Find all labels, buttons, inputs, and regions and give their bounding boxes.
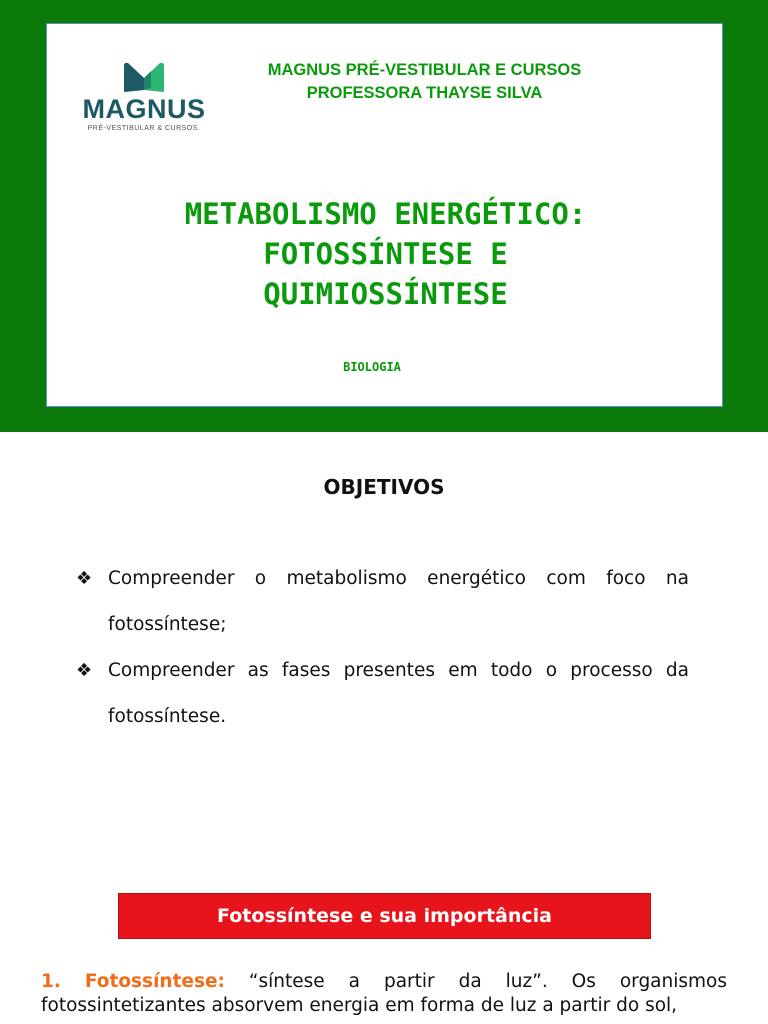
objectives-heading: OBJETIVOS <box>323 475 445 499</box>
title-card <box>46 23 723 407</box>
institution-heading <box>207 59 642 105</box>
teacher-name: PROFESSORA THAYSE SILVA <box>306 84 543 102</box>
header-banner <box>0 0 768 432</box>
magnus-logo <box>69 60 219 150</box>
logo-tagline: PRÉ-VESTIBULAR & CURSOS. <box>87 125 201 132</box>
list-item <box>76 556 689 648</box>
subject-label: BIOLOGIA <box>343 360 401 374</box>
institution-name: MAGNUS PRÉ-VESTIBULAR E CURSOS <box>267 61 582 79</box>
paragraph-text: “síntese a partir da luz”. Os organismos fotossintetizantes absorvem energia em forma de luz a partir do sol, <box>41 971 728 1016</box>
title-line: QUIMIOSSÍNTESE <box>263 277 508 311</box>
list-item <box>76 648 689 740</box>
title-line: METABOLISMO ENERGÉTICO: <box>184 197 587 231</box>
objective-text: Compreender as fases presentes em todo o processo da fotossíntese. <box>108 660 689 727</box>
section-heading: Fotossíntese e sua importância <box>118 893 651 939</box>
page-title <box>77 194 694 314</box>
objective-text: Compreender o metabolismo energético com foco na fotossíntese; <box>108 568 689 635</box>
objectives-list <box>76 556 689 740</box>
diamond-bullet-icon: ❖ <box>76 660 93 681</box>
paragraph-term: Fotossíntese: <box>84 971 225 992</box>
logo-wordmark: MAGNUS <box>82 94 206 124</box>
title-line: FOTOSSÍNTESE E <box>263 237 508 271</box>
paragraph-number: 1. <box>41 971 61 992</box>
diamond-bullet-icon: ❖ <box>76 568 93 589</box>
magnus-m-logo-icon <box>121 60 167 94</box>
section-paragraph <box>41 970 727 1018</box>
